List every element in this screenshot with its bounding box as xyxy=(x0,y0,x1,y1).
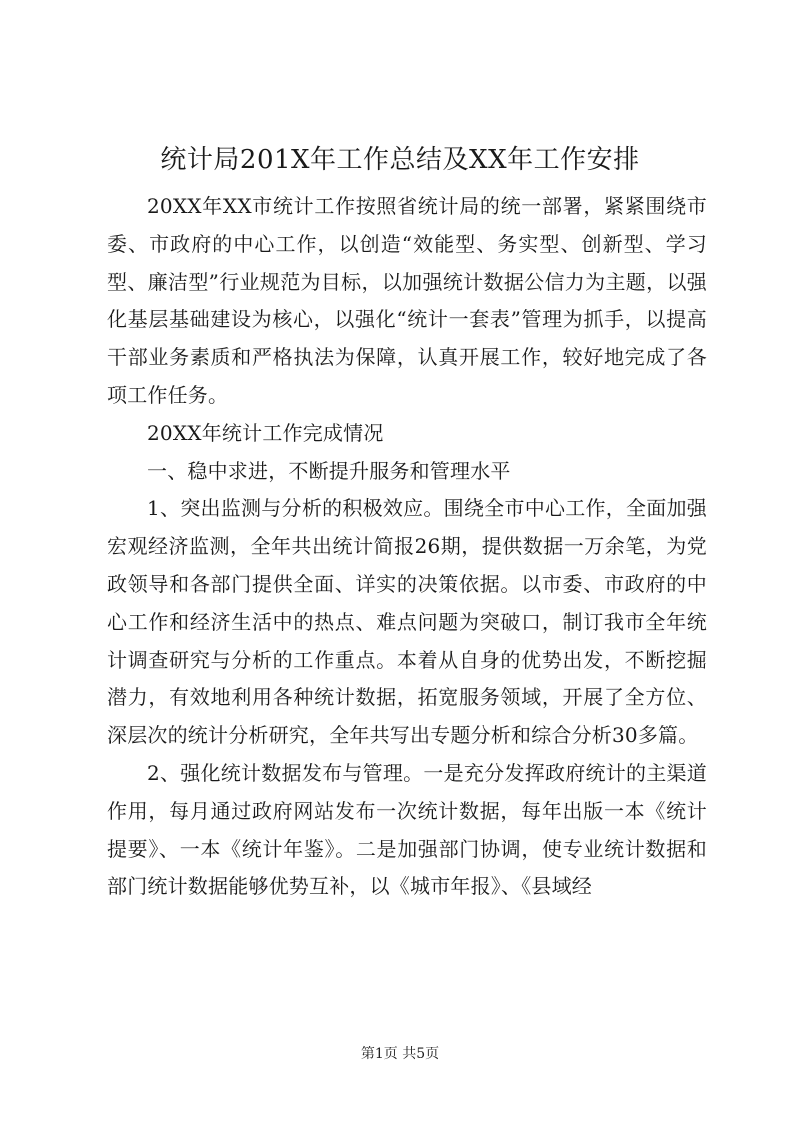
document-body xyxy=(107,188,707,906)
paragraph-section-heading: 20XX年统计工作完成情况 xyxy=(147,420,384,445)
document-title: 统计局201X年工作总结及XX年工作安排 xyxy=(160,145,640,175)
paragraph-item-1: 1、突出监测与分析的积极效应。围绕全市中心工作，全面加强宏观经济监测，全年共出统计简报26期，提供数据一万余笔，为党政领导和各部门提供全面、详实的决策依据。以市委、市政府的中心工作和经济生活中的热点、难点问题为突破口，制订我市全年统计调查研究与分析的工作重点。本着从自身的优势出发，不断挖掘潜力，有效地利用各种统计数据，拓宽服务领域，开展了全方位、深层次的统计分析研究，全年共写出专题分析和综合分析30多篇。 xyxy=(107,496,707,748)
page-number-footer: 第1页 共5页 xyxy=(360,1046,440,1062)
paragraph-item-2: 2、强化统计数据发布与管理。一是充分发挥政府统计的主渠道作用，每月通过政府网站发布一次统计数据，每年出版一本《统计提要》、一本《统计年鉴》。二是加强部门协调，使专业统计数据和部门统计数据能够优势互补，以《城市年报》、《县域经 xyxy=(107,760,707,899)
paragraph-subheading-1: 一、稳中求进，不断提升服务和管理水平 xyxy=(147,458,511,483)
paragraph-intro: 20XX年XX市统计工作按照省统计局的统一部署，紧紧围绕市委、市政府的中心工作，以创造“效能型、务实型、创新型、学习型、廉洁型”行业规范为目标，以加强统计数据公信力为主题，以强化基层基础建设为核心，以强化“统计一套表”管理为抓手，以提高干部业务素质和严格执法为保障，认真开展工作，较好地完成了各项工作任务。 xyxy=(107,194,707,407)
